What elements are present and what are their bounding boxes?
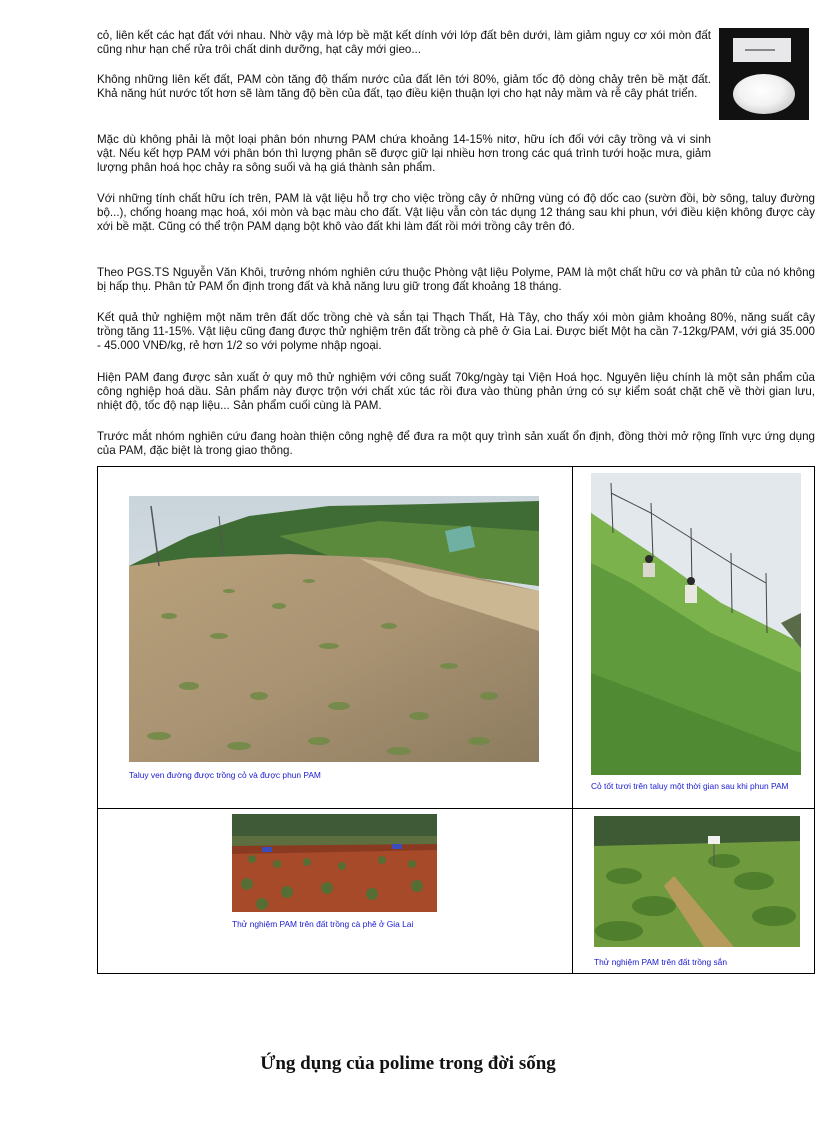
paragraph-applications: Với những tính chất hữu ích trên, PAM là vật liệu hỗ trợ cho việc trồng cây ở những vùng có độ dốc cao (sườn đồi, bờ sông, taluy đường bộ...), chống hoang mạc hoá, xói mòn và bạc màu cho đất. Vật liệu vẫn còn tác dụng 12 tháng sau khi phun, với điều kiện không được cày xới bề mặt. Cũng có thể trộn PAM dạng bột khô vào đất khi làm đất rồi mới trồng cây trên đó. <box>97 192 815 234</box>
caption-coffee-field: Thử nghiệm PAM trên đất trồng cà phê ở Gia Lai <box>232 919 414 929</box>
cassava-field-photo <box>594 816 800 947</box>
pam-powder-photo <box>719 28 809 120</box>
caption-grass-slope: Cỏ tốt tươi trên taluy một thời gian sau khi phun PAM <box>591 781 789 791</box>
section-title: Ứng dụng của polime trong đời sống <box>260 1053 556 1074</box>
caption-roadside-slope: Taluy ven đường được trồng cỏ và được phun PAM <box>129 770 321 780</box>
table-divider-horizontal <box>98 808 814 809</box>
coffee-field-photo <box>232 814 437 912</box>
sample-label-card <box>733 38 791 62</box>
grass-slope-image <box>591 473 801 775</box>
paragraph-nitrogen: Mặc dù không phải là một loại phân bón nhưng PAM chứa khoảng 14-15% nitơ, hữu ích đối với cây trồng và vi sinh vật. Nếu kết hợp PAM với phân bón thì lượng phân sẽ được giữ lại nhiều hơn trong các quá trình tưới hoặc mưa, giảm lượng phân hoá học chảy ra sông suối và hạ giá thành sản phẩm. <box>97 133 711 175</box>
photo-table <box>97 466 815 974</box>
roadside-slope-photo <box>129 496 539 762</box>
pam-powder-pile <box>733 74 795 114</box>
grass-slope-photo <box>591 473 801 775</box>
paragraph-researcher: Theo PGS.TS Nguyễn Văn Khôi, trưởng nhóm nghiên cứu thuộc Phòng vật liệu Polyme, PAM là một chất hữu cơ và phân tử của nó không bị hấp thụ. Phân tử PAM ổn định trong đất và khả năng lưu giữ trong đất khoảng 18 tháng. <box>97 266 815 294</box>
cassava-field-image <box>594 816 800 947</box>
roadside-slope-image <box>129 496 539 762</box>
paragraph-results: Kết quả thử nghiệm một năm trên đất dốc trồng chè và sắn tại Thạch Thất, Hà Tây, cho thấy xói mòn giảm khoảng 80%, năng suất cây trồng tăng 11-15%. Vật liệu cũng đang được thử nghiệm trên đất trồng cà phê ở Gia Lai. Được biết Một ha cần 7-12kg/PAM, với giá 35.000 - 45.000 VNĐ/kg, rẻ hơn 1/2 so với polyme nhập ngoại. <box>97 311 815 353</box>
coffee-field-image <box>232 814 437 912</box>
paragraph-future: Trước mắt nhóm nghiên cứu đang hoàn thiện công nghệ để đưa ra một quy trình sản xuất ổn định, đồng thời mở rộng lĩnh vực ứng dụng của PAM, đặc biệt là trong giao thông. <box>97 430 815 458</box>
paragraph-intro: cỏ, liên kết các hạt đất với nhau. Nhờ vậy mà lớp bề mặt kết dính với lớp đất bên dưới, làm giảm nguy cơ xói mòn đất cũng như hạn chế rửa trôi chất dinh dưỡng, hạt cây mới gieo... <box>97 29 711 57</box>
paragraph-production: Hiện PAM đang được sản xuất ở quy mô thử nghiệm với công suất 70kg/ngày tại Viện Hoá học. Nguyên liệu chính là một sản phẩm của công nghiệp hoá dầu. Sản phẩm này được trộn với chất xúc tác rồi đưa vào thùng phản ứng có sự kiểm soát chặt chẽ về thời gian lưu, nhiệt độ, tốc độ nạp liệu... Sản phẩm cuối cùng là PAM. <box>97 371 815 413</box>
table-divider-vertical <box>572 467 573 973</box>
caption-cassava-field: Thử nghiệm PAM trên đất trồng sắn <box>594 957 728 967</box>
paragraph-permeability: Không những liên kết đất, PAM còn tăng độ thấm nước của đất lên tới 80%, giảm tốc độ dòng chảy trên bề mặt đất. Khả năng hút nước tốt hơn sẽ làm tăng độ bền của đất, tạo điều kiện thuận lợi cho hạt nảy mầm và rễ cây phát triển. <box>97 73 711 101</box>
